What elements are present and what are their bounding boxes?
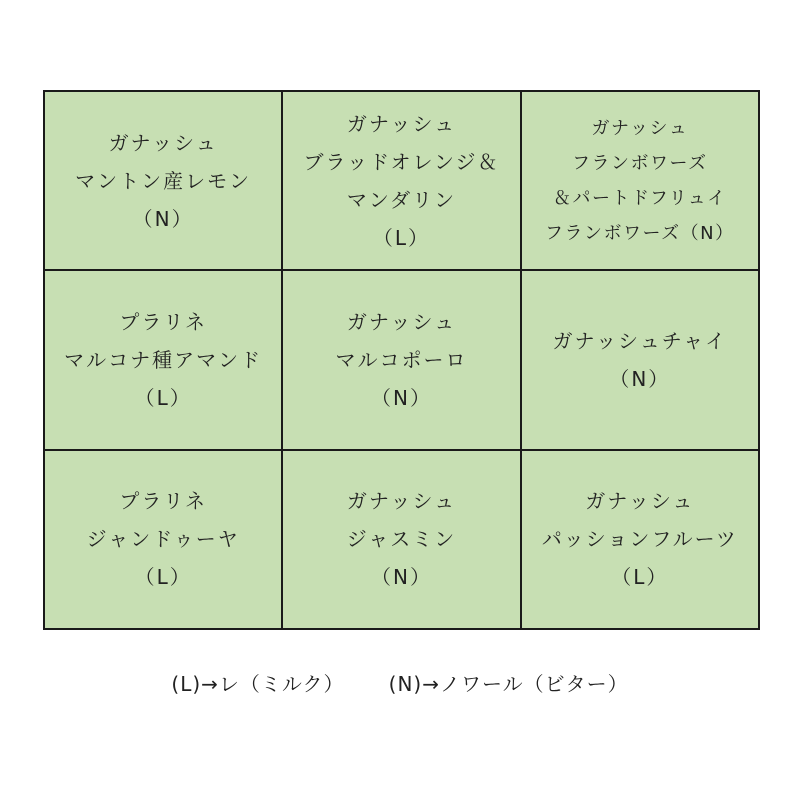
legend-bitter: (N)→ノワール（ビター） [388,672,629,696]
flavor-cell [522,92,760,271]
flavor-line: （L） [372,225,431,250]
flavor-line: ガナッシュ [346,309,457,334]
flavor-cell [522,451,760,630]
flavor-line: マンダリン [346,187,457,212]
flavor-cell [45,451,283,630]
flavor-line: （L） [134,385,192,410]
flavor-cell [283,92,521,271]
flavor-line: ブラッドオレンジ＆ [303,149,500,174]
flavor-line: （N） [371,385,432,410]
flavor-line: ガナッシュ [108,130,218,155]
flavor-line: （N） [132,206,194,231]
flavor-line: パッションフルーツ [541,527,738,552]
flavor-line: ＆パートドフリュイ [552,187,727,209]
legend [0,668,800,697]
flavor-line: マルコポーロ [335,347,468,372]
flavor-cell [283,271,521,450]
flavor-cell [45,271,283,450]
flavor-line: プラリネ [119,489,207,514]
flavor-line: ガナッシュチャイ [552,328,728,353]
flavor-line: ジャンドゥーヤ [86,527,240,552]
flavor-line: ジャスミン [346,527,457,552]
flavor-line: プラリネ [119,309,207,334]
flavor-cell [45,92,283,271]
flavor-line: （L） [611,565,669,590]
flavor-line: マントン産レモン [75,168,252,193]
flavor-cell [522,271,760,450]
flavor-line: ガナッシュ [591,117,689,139]
flavor-line: マルコナ種アマンド [64,347,263,372]
flavor-line: （N） [609,366,671,391]
flavor-line: ガナッシュ [346,489,457,514]
flavor-line: （N） [371,565,432,590]
flavor-cell [283,451,521,630]
flavor-line: ガナッシュ [585,489,695,514]
flavor-line: フランボワーズ [572,152,708,174]
chocolate-flavor-grid [43,90,760,630]
flavor-line: ガナッシュ [346,111,457,136]
flavor-line: （L） [134,565,192,590]
flavor-line: フランボワーズ（N） [545,222,735,244]
legend-milk: (L)→レ（ミルク） [171,672,345,696]
